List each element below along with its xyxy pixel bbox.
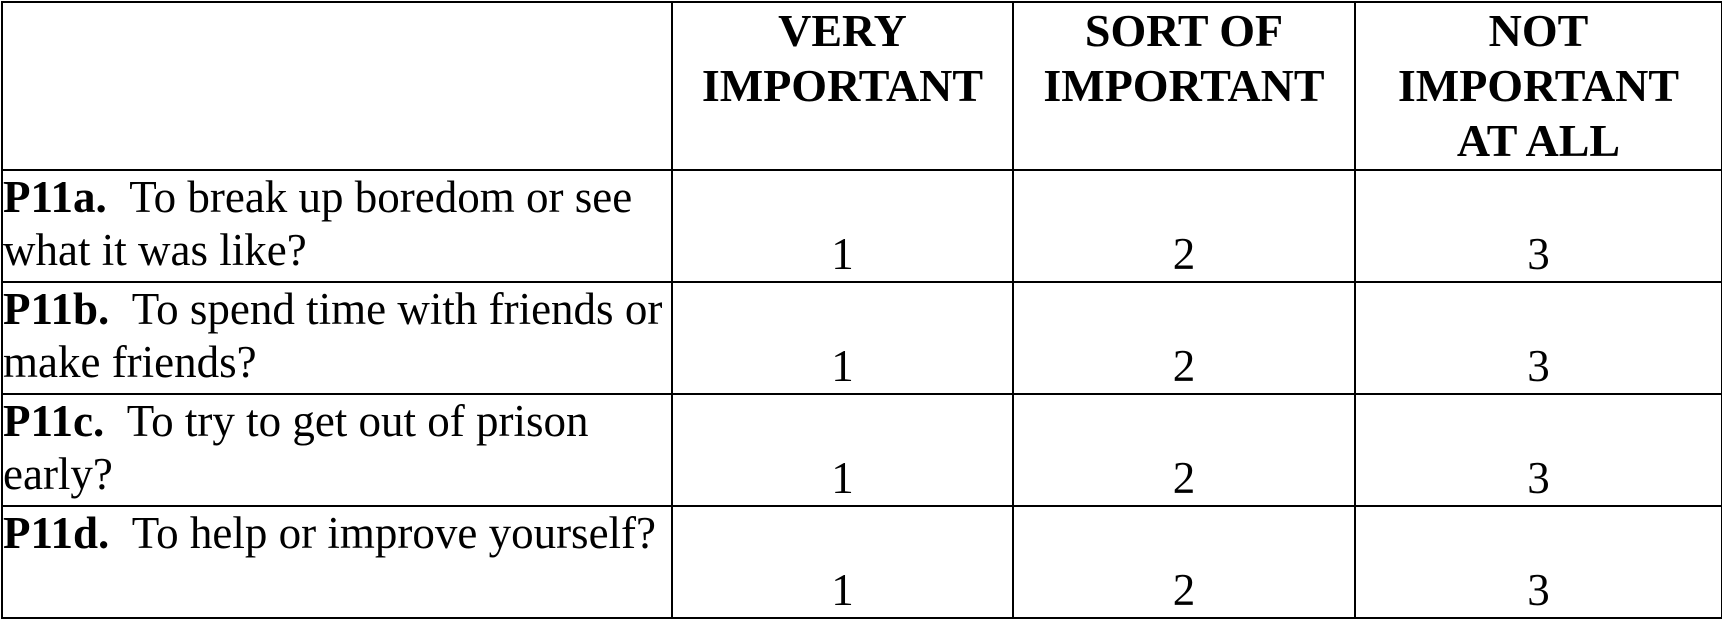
answer-code-sort-of-important[interactable]: 2: [1013, 394, 1355, 506]
header-very-important-line1: VERY: [778, 5, 907, 56]
header-not-important-line3: AT ALL: [1456, 115, 1621, 166]
question-cell: [2, 506, 672, 618]
answer-code-sort-of-important[interactable]: 2: [1013, 170, 1355, 282]
answer-code-very-important[interactable]: 1: [672, 170, 1013, 282]
answer-code-not-important[interactable]: 3: [1355, 506, 1722, 618]
question-id: P11c.: [3, 396, 105, 446]
table-row-p11b: [2, 282, 1722, 394]
question-text: To break up boredom or see what it was like?: [3, 172, 633, 275]
question-text: To try to get out of prison early?: [3, 396, 589, 499]
response-table: [1, 1, 1722, 619]
header-sort-of-important-line1: SORT OF: [1084, 5, 1284, 56]
question-id: P11d.: [3, 508, 110, 558]
answer-code-not-important[interactable]: 3: [1355, 394, 1722, 506]
header-not-important-at-all: [1355, 2, 1722, 170]
answer-code-very-important[interactable]: 1: [672, 282, 1013, 394]
question-text: To spend time with friends or make friends?: [3, 284, 663, 387]
header-sort-of-important: [1013, 2, 1355, 170]
question-id: P11b.: [3, 284, 110, 334]
question-text: To help or improve yourself?: [131, 508, 656, 558]
answer-code-not-important[interactable]: 3: [1355, 282, 1722, 394]
table-row-p11a: [2, 170, 1722, 282]
header-blank-cell: [2, 2, 672, 170]
question-id: P11a.: [3, 172, 107, 222]
question-cell: [2, 282, 672, 394]
header-row: [2, 2, 1722, 170]
table-row-p11d: [2, 506, 1722, 618]
header-not-important-line2: IMPORTANT: [1397, 60, 1680, 111]
header-very-important: [672, 2, 1013, 170]
table-row-p11c: [2, 394, 1722, 506]
header-sort-of-important-line2: IMPORTANT: [1043, 60, 1325, 111]
question-cell: [2, 394, 672, 506]
header-not-important-line1: NOT: [1488, 5, 1589, 56]
question-cell: [2, 170, 672, 282]
answer-code-sort-of-important[interactable]: 2: [1013, 506, 1355, 618]
answer-code-sort-of-important[interactable]: 2: [1013, 282, 1355, 394]
answer-code-very-important[interactable]: 1: [672, 506, 1013, 618]
answer-code-very-important[interactable]: 1: [672, 394, 1013, 506]
answer-code-not-important[interactable]: 3: [1355, 170, 1722, 282]
header-very-important-line2: IMPORTANT: [701, 60, 984, 111]
